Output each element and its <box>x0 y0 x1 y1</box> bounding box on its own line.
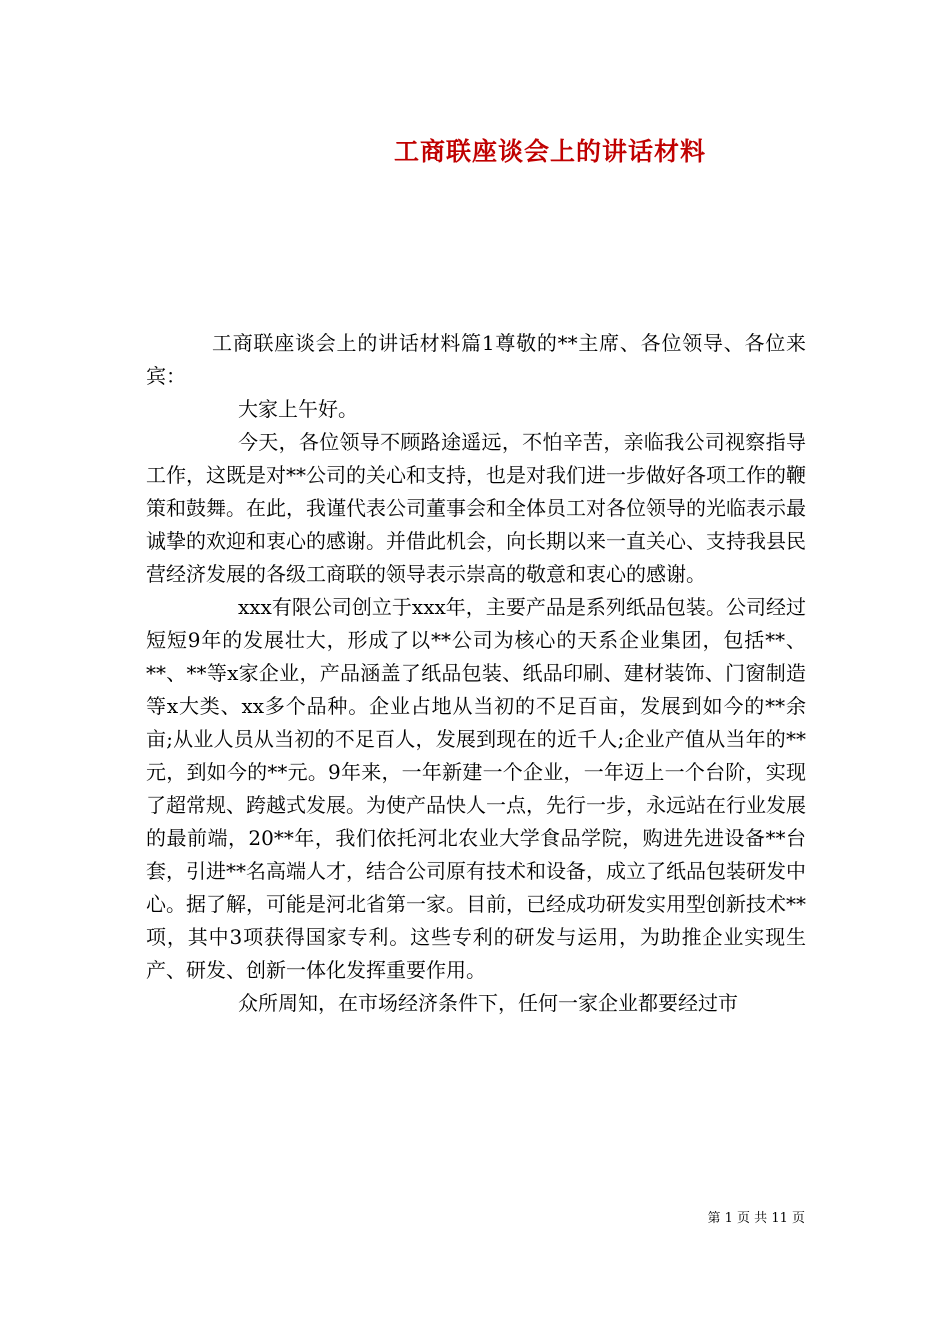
paragraph-salutation: 工商联座谈会上的讲话材料篇1尊敬的**主席、各位领导、各位来宾： <box>146 331 806 388</box>
paragraph-company-intro: xxx有限公司创立于xxx年，主要产品是系列纸品包装。公司经过短短9年的发展壮大，形成了以**公司为核心的天系企业集团，包括**、**、**等x家企业，产品涵盖了纸品包装、纸品印刷、建材装饰、门窗制造等x大类、xx多个品种。企业占地从当初的不足百亩，发展到如今的**余亩;从业人员从当初的不足百人，发展到现在的近千人;企业产值从当年的**元，到如今的**元。9年来，一年新建一个企业，一年迈上一个台阶，实现了超常规、跨越式发展。为使产品快人一点，先行一步，永远站在行业发展的最前端，20**年，我们依托河北农业大学食品学院，购进先进设备**台套，引进**名高端人才，结合公司原有技术和设备，成立了纸品包装研发中心。据了解，可能是河北省第一家。目前，已经成功研发实用型创新技术**项，其中3项获得国家专利。这些专利的研发与运用，为助推企业实现生产、研发、创新一体化发挥重要作用。 <box>146 595 806 982</box>
paragraph-welcome: 今天，各位领导不顾路途遥远，不怕辛苦，亲临我公司视察指导工作，这既是对**公司的关心和支持，也是对我们进一步做好各项工作的鞭策和鼓舞。在此，我谨代表公司董事会和全体员工对各位领导的光临表示最诚挚的欢迎和衷心的感谢。并借此机会，向长期以来一直关心、支持我县民营经济发展的各级工商联的领导表示崇高的敬意和衷心的感谢。 <box>146 430 806 586</box>
paragraph-market: 众所周知，在市场经济条件下，任何一家企业都要经过市 <box>238 991 738 1015</box>
document-body <box>146 327 806 1020</box>
document-title: 工商联座谈会上的讲话材料 <box>393 137 706 166</box>
page-footer <box>0 1207 805 1226</box>
page-number-label: 第 1 页 共 11 页 <box>707 1211 805 1226</box>
paragraph-greeting: 大家上午好。 <box>238 397 358 421</box>
